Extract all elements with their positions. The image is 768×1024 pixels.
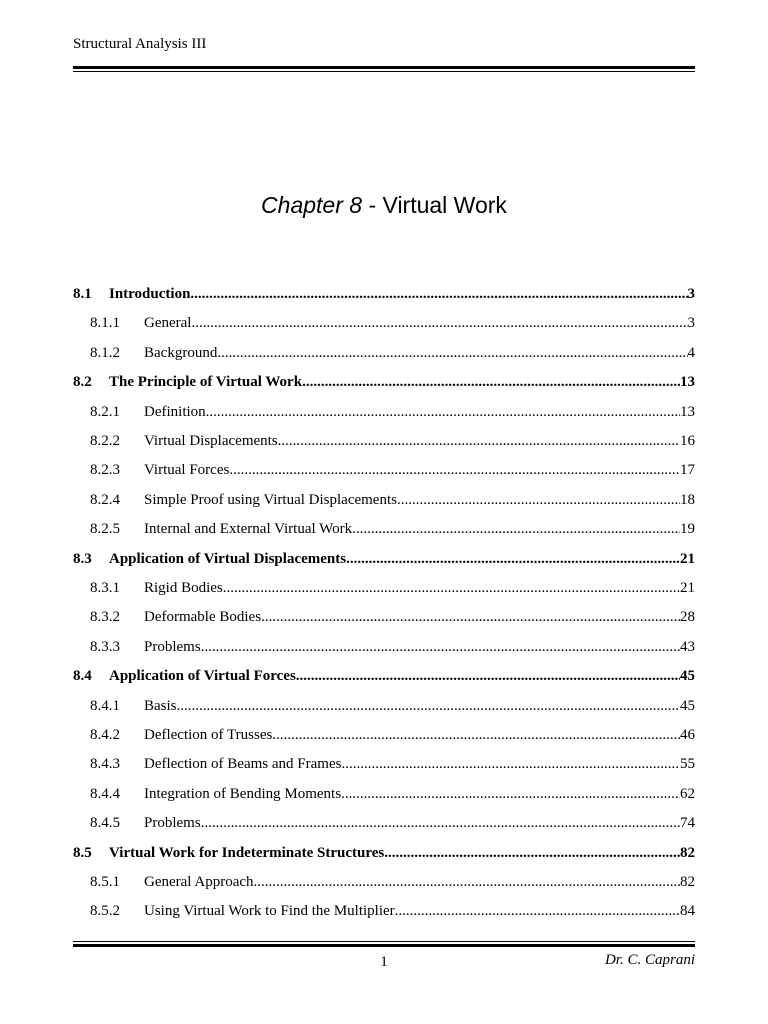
toc-entry-page: 3	[687, 286, 695, 302]
toc-entry-label: Problems	[144, 638, 201, 655]
toc-entry[interactable]	[90, 433, 695, 450]
toc-entry-label: Application of Virtual Forces	[109, 668, 296, 685]
toc-entry-number: 8.2.5	[90, 521, 120, 538]
toc-entry-page: 4	[687, 344, 695, 361]
toc-entry[interactable]	[90, 315, 695, 332]
toc-entry-label: Simple Proof using Virtual Displacements	[144, 491, 397, 508]
toc-dot-leader	[191, 315, 687, 332]
toc-entry-page: 82	[680, 874, 695, 890]
toc-entry-number: 8.2.4	[90, 491, 120, 508]
chapter-title	[0, 192, 768, 219]
toc-dot-leader	[346, 551, 680, 568]
toc-entry-number: 8.5	[73, 844, 92, 861]
footer-rule-thick	[73, 944, 695, 947]
toc-dot-leader	[397, 492, 680, 509]
toc-entry-number: 8.4.5	[90, 815, 120, 832]
toc-dot-leader	[341, 786, 680, 803]
toc-dot-leader	[352, 521, 680, 538]
toc-entry-label: Background	[144, 344, 218, 361]
toc-dot-leader	[296, 668, 680, 685]
toc-dot-leader	[206, 404, 680, 421]
toc-dot-leader	[384, 845, 680, 862]
toc-entry-number: 8.2	[73, 374, 92, 391]
toc-dot-leader	[395, 903, 680, 920]
toc-entry-label: Definition	[144, 403, 206, 420]
toc-entry-page: 17	[680, 462, 695, 479]
toc-entry-label: Internal and External Virtual Work	[144, 521, 353, 538]
toc-entry-label: Integration of Bending Moments	[144, 785, 342, 802]
chapter-name: Virtual Work	[382, 192, 507, 218]
toc-entry-page: 43	[680, 638, 695, 655]
toc-entry-label: Virtual Work for Indeterminate Structures	[109, 844, 385, 861]
toc-entry-label: General	[144, 315, 192, 332]
toc-dot-leader	[201, 639, 680, 656]
toc-dot-leader	[272, 727, 680, 744]
toc-entry-page: 16	[680, 433, 695, 449]
toc-entry-page: 21	[680, 580, 695, 596]
toc-entry[interactable]	[90, 462, 695, 479]
toc-entry-number: 8.4.2	[90, 727, 120, 743]
toc-entry[interactable]	[90, 639, 695, 656]
toc-dot-leader	[177, 698, 680, 715]
toc-entry-number: 8.1	[73, 286, 92, 302]
toc-entry-number: 8.4.4	[90, 785, 120, 802]
toc-entry[interactable]	[73, 374, 695, 391]
toc-entry-number: 8.1.1	[90, 315, 120, 332]
toc-entry-label: Rigid Bodies	[144, 580, 223, 596]
toc-entry[interactable]	[90, 580, 695, 597]
toc-entry-page: 28	[680, 609, 695, 626]
toc-entry-label: Deflection of Trusses	[144, 727, 273, 743]
toc-dot-leader	[341, 756, 680, 773]
toc-entry-number: 8.4.3	[90, 756, 120, 773]
toc-entry[interactable]	[90, 492, 695, 509]
toc-entry[interactable]	[73, 845, 695, 862]
toc-entry-number: 8.3.1	[90, 580, 120, 596]
toc-entry-number: 8.5.2	[90, 903, 120, 920]
toc-entry-label: General Approach	[144, 874, 254, 890]
toc-entry-page: 3	[687, 315, 695, 332]
header-rule-thick	[73, 66, 695, 69]
toc-entry-page: 55	[680, 756, 695, 773]
footer-page-number: 1	[380, 954, 388, 970]
toc-entry-number: 8.3.2	[90, 609, 120, 626]
toc-entry-page: 21	[680, 550, 695, 567]
toc-entry[interactable]	[90, 609, 695, 626]
toc-entry-page: 18	[680, 491, 695, 508]
footer-author: Dr. C. Caprani	[604, 952, 695, 968]
toc-entry-label: The Principle of Virtual Work	[109, 374, 303, 391]
toc-entry-number: 8.4	[73, 668, 92, 685]
toc-entry[interactable]	[73, 551, 695, 568]
toc-entry-page: 74	[680, 815, 695, 832]
toc-entry-label: Problems	[144, 815, 201, 832]
toc-entry-label: Basis	[144, 697, 177, 714]
toc-entry[interactable]	[90, 756, 695, 773]
toc-entry-page: 45	[680, 697, 695, 714]
toc-dot-leader	[217, 345, 687, 362]
header-title: Structural Analysis III	[73, 36, 207, 52]
toc-entry-label: Application of Virtual Displacements	[109, 550, 347, 567]
toc-entry-number: 8.4.1	[90, 697, 120, 714]
toc-entry-number: 8.3.3	[90, 638, 120, 655]
toc-entry-page: 46	[680, 727, 695, 743]
toc-entry[interactable]	[90, 404, 695, 421]
toc-dot-leader	[278, 433, 680, 450]
toc-entry[interactable]	[90, 786, 695, 803]
toc-entry[interactable]	[90, 874, 695, 891]
toc-entry[interactable]	[90, 698, 695, 715]
toc-entry-page: 13	[680, 403, 695, 420]
toc-entry[interactable]	[90, 815, 695, 832]
toc-dot-leader	[201, 815, 680, 832]
toc-dot-leader	[229, 462, 680, 479]
toc-entry-number: 8.5.1	[90, 874, 120, 890]
toc-entry-number: 8.2.3	[90, 462, 120, 479]
toc-entry-label: Deflection of Beams and Frames	[144, 756, 342, 773]
toc-entry-label: Virtual Displacements	[144, 433, 278, 449]
header-rule-thin	[73, 71, 695, 72]
toc-entry[interactable]	[90, 345, 695, 362]
toc-entry-number: 8.3	[73, 550, 92, 567]
toc-dot-leader	[190, 286, 687, 303]
toc-dot-leader	[302, 374, 680, 391]
toc-entry-label: Virtual Forces	[144, 462, 230, 479]
toc-entry-number: 8.2.1	[90, 403, 120, 420]
toc-entry[interactable]	[90, 903, 695, 920]
toc-entry-number: 8.2.2	[90, 433, 120, 449]
toc-entry-label: Introduction	[109, 286, 191, 302]
toc-entry-page: 82	[680, 844, 695, 861]
toc-entry[interactable]	[73, 668, 695, 685]
toc-entry[interactable]	[90, 521, 695, 538]
toc-entry-page: 13	[680, 374, 695, 391]
toc-entry-label: Deformable Bodies	[144, 609, 262, 626]
toc-entry-number: 8.1.2	[90, 344, 120, 361]
toc-dot-leader	[261, 609, 680, 626]
chapter-separator: -	[362, 192, 383, 218]
toc-entry-page: 62	[680, 785, 695, 802]
toc-entry[interactable]	[90, 727, 695, 744]
toc-entry-page: 45	[680, 668, 695, 685]
footer-rule-thin	[73, 941, 695, 942]
toc-dot-leader	[223, 580, 680, 597]
toc-entry[interactable]	[73, 286, 695, 303]
chapter-prefix: Chapter 8	[261, 192, 363, 218]
toc-dot-leader	[254, 874, 680, 891]
toc-entry-page: 84	[680, 903, 695, 920]
toc-entry-page: 19	[680, 521, 695, 538]
toc-entry-label: Using Virtual Work to Find the Multiplier	[144, 903, 395, 920]
